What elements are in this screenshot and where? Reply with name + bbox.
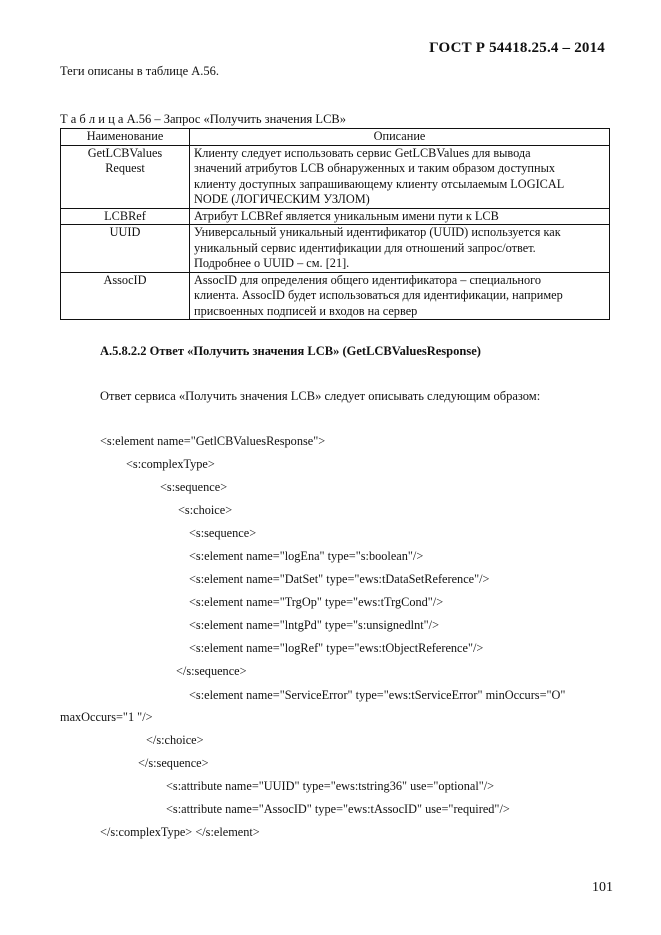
lcb-request-table xyxy=(60,128,610,320)
section-heading: А.5.8.2.2 Ответ «Получить значения LCB» (GetLCBValuesResponse) xyxy=(100,344,481,358)
cell-line: AssocID xyxy=(103,272,147,287)
cell-line: UUID xyxy=(109,225,141,239)
column-header-name: Наименование xyxy=(61,129,190,146)
code-line: <s:element name="ServiceError" type="ews:tServiceError" minOccurs="O" xyxy=(189,688,566,702)
page-number: 101 xyxy=(592,880,613,895)
row-description-cell xyxy=(190,272,610,320)
table-row xyxy=(61,272,610,320)
intro-text: Теги описаны в таблице А.56. xyxy=(60,64,220,78)
code-line: </s:sequence> xyxy=(176,664,247,678)
code-line: <s:sequence> xyxy=(160,480,228,494)
table-row xyxy=(61,145,610,208)
row-name-cell xyxy=(61,145,190,208)
body-paragraph: Ответ сервиса «Получить значения LCB» следует описывать следующим образом: xyxy=(100,389,541,403)
row-description-cell xyxy=(190,208,610,225)
cell-line: Клиенту следует использовать сервис GetLCBValues для вывода xyxy=(194,145,531,160)
code-line: </s:choice> xyxy=(146,733,204,747)
row-description-cell xyxy=(190,145,610,208)
code-line: </s:complexType> </s:element> xyxy=(100,825,260,839)
cell-line: присвоенных подписей и входов на сервер xyxy=(194,303,418,318)
code-line: <s:element name="lntgPd" type="s:unsignedlnt"/> xyxy=(189,618,440,632)
code-line: </s:sequence> xyxy=(138,756,209,770)
cell-line: GetLCBValues xyxy=(87,145,163,160)
row-name-cell xyxy=(61,225,190,273)
document-header: ГОСТ Р 54418.25.4 – 2014 xyxy=(429,40,605,56)
code-line: <s:element name="TrgOp" type="ews:tTrgCond"/> xyxy=(189,595,444,609)
cell-line: Универсальный уникальный идентификатор (UUID) используется как xyxy=(194,225,561,239)
code-line: <s:attribute name="UUID" type="ews:tstring36" use="optional"/> xyxy=(166,779,495,793)
code-line: <s:complexType> xyxy=(126,457,215,471)
table-header-row xyxy=(61,129,610,146)
cell-line: Подробнее о UUID – см. [21]. xyxy=(194,256,350,270)
cell-line: LCBRef xyxy=(104,208,146,223)
cell-line: Атрибут LCBRef является уникальным имени пути к LCB xyxy=(194,208,499,223)
table-row xyxy=(61,208,610,225)
cell-line: клиента. AssocID будет использоваться для идентификации, например xyxy=(194,288,563,302)
column-header-description: Описание xyxy=(190,129,610,146)
code-line: maxOccurs="1 "/> xyxy=(60,710,153,724)
row-name-cell xyxy=(61,272,190,320)
code-line: <s:attribute name="AssocID" type="ews:tAssocID" use="required"/> xyxy=(166,802,510,816)
code-line: <s:choice> xyxy=(178,503,233,517)
row-description-cell xyxy=(190,225,610,273)
row-name-cell xyxy=(61,208,190,225)
table-caption: Т а б л и ц а А.56 – Запрос «Получить значения LCB» xyxy=(60,112,346,126)
cell-line: значений атрибутов LCB обнаруженных и таким образом доступных xyxy=(194,161,555,175)
code-line: <s:element name="logEna" type="s:boolean"/> xyxy=(189,549,424,563)
code-line: <s:sequence> xyxy=(189,526,257,540)
code-line: <s:element name="logRef" type="ews:tObjectReference"/> xyxy=(189,641,484,655)
cell-line: уникальный сервис идентификации для отношений запрос/ответ. xyxy=(194,240,536,255)
code-line: <s:element name="GetlCBValuesResponse"> xyxy=(100,434,326,448)
table-row xyxy=(61,225,610,273)
cell-line: AssocID для определения общего идентификатора – специального xyxy=(194,272,542,287)
cell-line: NODE (ЛОГИЧЕСКИМ УЗЛОМ) xyxy=(194,192,370,206)
cell-line: Request xyxy=(105,161,145,175)
cell-line: клиенту доступных запрашивающему клиенту отсылаемым LOGICAL xyxy=(194,176,565,191)
code-line: <s:element name="DatSet" type="ews:tDataSetReference"/> xyxy=(189,572,490,586)
